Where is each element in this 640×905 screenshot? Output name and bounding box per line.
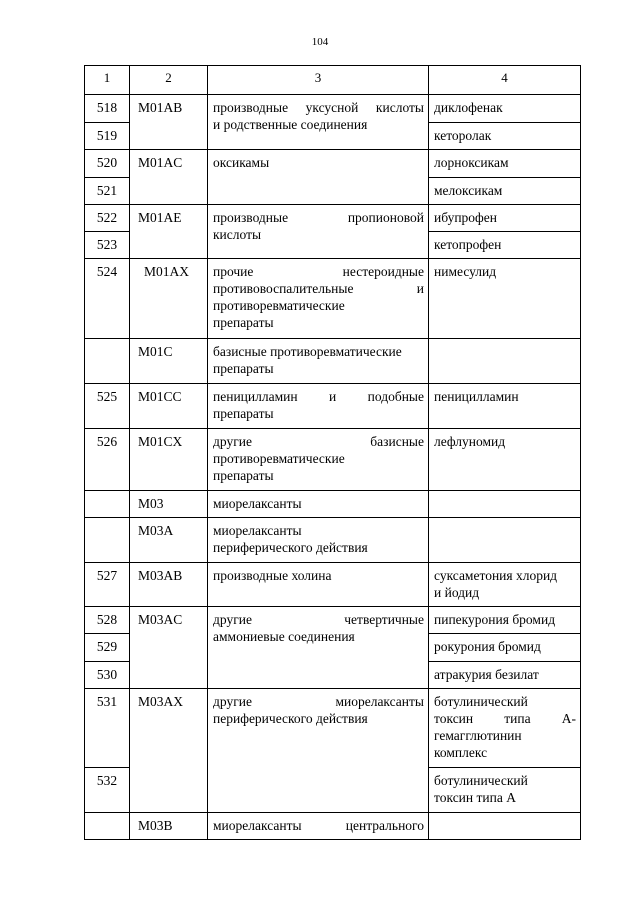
drug-name-line: гемагглютинин (434, 728, 522, 743)
pharm-group-line: периферического действия (213, 540, 368, 555)
header-col-1: 1 (85, 66, 130, 95)
table-row (85, 491, 581, 518)
drug-name-line: ботулинический (434, 773, 528, 788)
drug-name: пеницилламин (429, 384, 581, 429)
pharm-group: миорелаксанты (208, 491, 429, 518)
pharm-group-line: производные пропионовой (213, 210, 424, 225)
pharm-group (208, 813, 429, 840)
drug-name-line: суксаметония хлорид (434, 568, 558, 583)
drug-name (429, 768, 581, 813)
row-number: 520 (85, 150, 130, 178)
drug-name: диклофенак (429, 95, 581, 123)
table-header-row (85, 66, 581, 95)
atc-code: M01C (130, 339, 208, 384)
pharm-group-line: противоревматические (213, 298, 345, 313)
pharm-group-line: миорелаксанты (213, 523, 302, 538)
row-number: 528 (85, 607, 130, 634)
table-row (85, 518, 581, 563)
row-number: 526 (85, 429, 130, 491)
drug-classification-table (84, 65, 581, 840)
table-row (85, 339, 581, 384)
pharm-group-line: аммониевые соединения (213, 629, 355, 644)
pharm-group (208, 384, 429, 429)
pharm-group (208, 95, 429, 150)
row-number (85, 491, 130, 518)
pharm-group (208, 518, 429, 563)
pharm-group-line: противовоспалительные и (213, 281, 424, 296)
drug-name (429, 518, 581, 563)
pharm-group-line: периферического действия (213, 711, 368, 726)
table-row (85, 607, 581, 634)
drug-name-line: ботулинический (434, 694, 528, 709)
drug-name: пипекурония бромид (429, 607, 581, 634)
page-number: 104 (311, 36, 329, 48)
drug-name (429, 491, 581, 518)
pharm-group-line: и родственные соединения (213, 117, 368, 132)
row-number: 525 (85, 384, 130, 429)
pharm-group-line: препараты (213, 406, 274, 421)
row-number: 527 (85, 563, 130, 607)
row-number: 522 (85, 205, 130, 232)
pharm-group-line: другие четвертичные (213, 612, 424, 627)
pharm-group-line: производные уксусной кислоты (213, 100, 424, 115)
atc-code: M01AE (130, 205, 208, 259)
row-number: 523 (85, 232, 130, 259)
table-row (85, 95, 581, 123)
pharm-group-line: базисные противоревматические (213, 344, 402, 359)
table-row (85, 205, 581, 232)
drug-name (429, 813, 581, 840)
drug-name (429, 563, 581, 607)
row-number: 521 (85, 178, 130, 205)
pharm-group: производные холина (208, 563, 429, 607)
drug-name-line: токсин типа A- (434, 711, 576, 726)
pharm-group-line: прочие нестероидные (213, 264, 424, 279)
table-row (85, 689, 581, 768)
pharm-group-line: миорелаксанты центрального (213, 818, 424, 833)
drug-name: кетопрофен (429, 232, 581, 259)
drug-name: рокурония бромид (429, 634, 581, 662)
row-number: 532 (85, 768, 130, 813)
row-number (85, 339, 130, 384)
atc-code: M01CX (130, 429, 208, 491)
table-row (85, 429, 581, 491)
pharm-group-line: кислоты (213, 227, 262, 242)
atc-code: M03AB (130, 563, 208, 607)
row-number: 529 (85, 634, 130, 662)
pharm-group: оксикамы (208, 150, 429, 205)
atc-code: M03 (130, 491, 208, 518)
drug-name: лорноксикам (429, 150, 581, 178)
drug-name: атракурия безилат (429, 662, 581, 689)
row-number: 530 (85, 662, 130, 689)
drug-name-line: токсин типа A (434, 790, 516, 805)
pharm-group (208, 339, 429, 384)
pharm-group-line: противоревматические (213, 451, 345, 466)
drug-name (429, 339, 581, 384)
table-row (85, 563, 581, 607)
pharm-group (208, 259, 429, 339)
drug-name: ибупрофен (429, 205, 581, 232)
row-number: 531 (85, 689, 130, 768)
drug-name: лефлуномид (429, 429, 581, 491)
pharm-group-line: препараты (213, 361, 274, 376)
pharm-group (208, 607, 429, 689)
table-row (85, 384, 581, 429)
row-number: 518 (85, 95, 130, 123)
atc-code: M03AC (130, 607, 208, 689)
drug-name-line: и йодид (434, 585, 480, 600)
pharm-group-line: другие базисные (213, 434, 424, 449)
drug-name: кеторолак (429, 123, 581, 150)
table-row (85, 150, 581, 178)
atc-code: M01AB (130, 95, 208, 150)
atc-code: M03A (130, 518, 208, 563)
atc-code: M01AX (130, 259, 208, 339)
pharm-group-line: препараты (213, 468, 274, 483)
row-number (85, 813, 130, 840)
pharm-group (208, 689, 429, 813)
header-col-3: 3 (208, 66, 429, 95)
row-number: 524 (85, 259, 130, 339)
atc-code: M03B (130, 813, 208, 840)
header-col-4: 4 (429, 66, 581, 95)
row-number (85, 518, 130, 563)
pharm-group (208, 205, 429, 259)
pharm-group-line: препараты (213, 315, 274, 330)
pharm-group-line: другие миорелаксанты (213, 694, 424, 709)
drug-name: мелоксикам (429, 178, 581, 205)
pharm-group (208, 429, 429, 491)
drug-name (429, 689, 581, 768)
table-row (85, 813, 581, 840)
atc-code: M01AC (130, 150, 208, 205)
atc-code: M03AX (130, 689, 208, 813)
pharm-group-line: пеницилламин и подобные (213, 389, 424, 404)
header-col-2: 2 (130, 66, 208, 95)
row-number: 519 (85, 123, 130, 150)
drug-name: нимесулид (429, 259, 581, 339)
drug-name-line: комплекс (434, 745, 488, 760)
atc-code: M01CC (130, 384, 208, 429)
table-row (85, 259, 581, 339)
